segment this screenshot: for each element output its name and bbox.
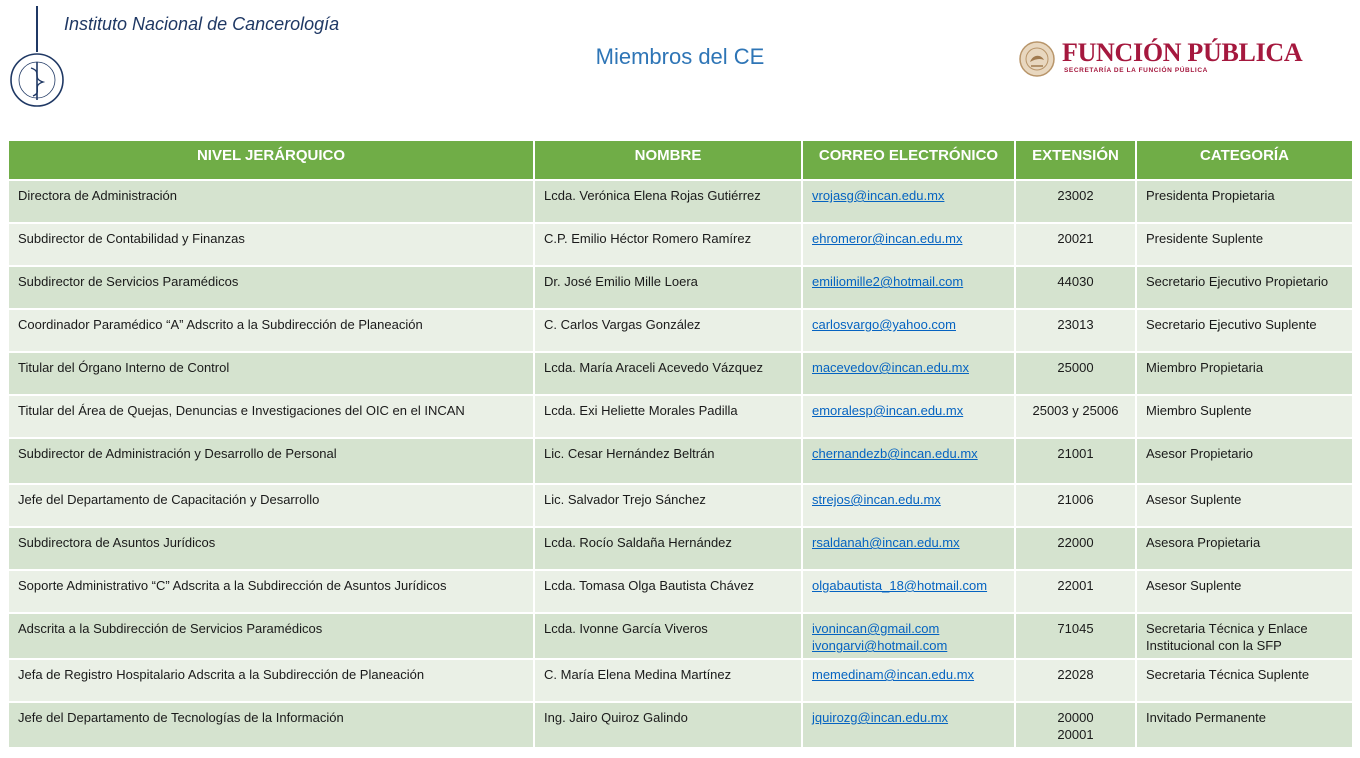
cell-categoria: Secretaria Técnica y Enlace Institucional con la SFP — [1136, 613, 1353, 659]
cell-nivel: Jefa de Registro Hospitalario Adscrita a la Subdirección de Planeación — [8, 659, 534, 702]
email-link[interactable]: rsaldanah@incan.edu.mx — [812, 535, 960, 550]
cell-categoria: Secretario Ejecutivo Suplente — [1136, 309, 1353, 352]
cell-extension: 25003 y 25006 — [1015, 395, 1136, 438]
cell-extension: 71045 — [1015, 613, 1136, 659]
cell-categoria: Asesor Suplente — [1136, 570, 1353, 613]
cell-nivel: Soporte Administrativo “C” Adscrita a la Subdirección de Asuntos Jurídicos — [8, 570, 534, 613]
table-row — [8, 702, 1353, 748]
email-link[interactable]: olgabautista_18@hotmail.com — [812, 578, 988, 593]
email-link[interactable]: ehromeror@incan.edu.mx — [812, 231, 963, 246]
email-link[interactable]: emoralesp@incan.edu.mx — [812, 403, 964, 418]
cell-nivel: Subdirectora de Asuntos Jurídicos — [8, 527, 534, 570]
cell-correo — [802, 180, 1015, 223]
cell-extension: 21001 — [1015, 438, 1136, 484]
page-title: Miembros del CE — [595, 44, 765, 69]
cell-nombre: Lic. Cesar Hernández Beltrán — [534, 438, 802, 484]
email-link[interactable]: macevedov@incan.edu.mx — [812, 360, 969, 375]
cell-categoria: Secretaria Técnica Suplente — [1136, 659, 1353, 702]
cell-nivel: Titular del Área de Quejas, Denuncias e Investigaciones del OIC en el INCAN — [8, 395, 534, 438]
cell-correo — [802, 352, 1015, 395]
cell-categoria: Miembro Suplente — [1136, 395, 1353, 438]
table-row — [8, 223, 1353, 266]
table-row — [8, 180, 1353, 223]
cell-extension: 44030 — [1015, 266, 1136, 309]
cell-nombre: Lcda. María Araceli Acevedo Vázquez — [534, 352, 802, 395]
cell-nombre: Lcda. Verónica Elena Rojas Gutiérrez — [534, 180, 802, 223]
extension-value: 20000 — [1057, 710, 1094, 725]
email-link[interactable]: memedinam@incan.edu.mx — [812, 667, 975, 682]
cell-nombre: Lcda. Ivonne García Viveros — [534, 613, 802, 659]
email-link[interactable]: strejos@incan.edu.mx — [812, 492, 941, 507]
cell-nombre: Lcda. Exi Heliette Morales Padilla — [534, 395, 802, 438]
cell-nivel: Subdirector de Contabilidad y Finanzas — [8, 223, 534, 266]
cell-correo — [802, 484, 1015, 527]
members-table — [7, 139, 1354, 749]
institution-name: Instituto Nacional de Cancerología — [64, 14, 340, 34]
cell-categoria: Asesor Propietario — [1136, 438, 1353, 484]
table-row — [8, 659, 1353, 702]
cell-correo — [802, 527, 1015, 570]
email-link[interactable]: ivonincan@gmail.com — [812, 621, 940, 636]
table-row — [8, 395, 1353, 438]
cell-nombre: Lcda. Tomasa Olga Bautista Chávez — [534, 570, 802, 613]
table-header-row — [8, 140, 1353, 180]
cell-extension: 22001 — [1015, 570, 1136, 613]
mexico-seal-icon — [1018, 40, 1056, 78]
cell-correo — [802, 702, 1015, 748]
cell-correo — [802, 570, 1015, 613]
table-row — [8, 438, 1353, 484]
cell-correo — [802, 309, 1015, 352]
cell-correo — [802, 223, 1015, 266]
cell-nivel: Directora de Administración — [8, 180, 534, 223]
cell-categoria: Invitado Permanente — [1136, 702, 1353, 748]
page-header — [0, 0, 1360, 130]
cell-extension — [1015, 702, 1136, 748]
column-header-nombre: NOMBRE — [534, 140, 802, 180]
column-header-correo: CORREO ELECTRÓNICO — [802, 140, 1015, 180]
cell-correo — [802, 395, 1015, 438]
cell-nombre: C. Carlos Vargas González — [534, 309, 802, 352]
email-link[interactable]: vrojasg@incan.edu.mx — [812, 188, 945, 203]
cell-extension: 23013 — [1015, 309, 1136, 352]
funcion-publica-subtitle: SECRETARÍA DE LA FUNCIÓN PÚBLICA — [1064, 67, 1208, 74]
cell-nombre: Lic. Salvador Trejo Sánchez — [534, 484, 802, 527]
table-row — [8, 613, 1353, 659]
email-link[interactable]: chernandezb@incan.edu.mx — [812, 446, 978, 461]
cell-nivel: Titular del Órgano Interno de Control — [8, 352, 534, 395]
cell-nombre: Lcda. Rocío Saldaña Hernández — [534, 527, 802, 570]
column-header-categoria: CATEGORÍA — [1136, 140, 1353, 180]
cell-correo — [802, 266, 1015, 309]
cell-extension: 22000 — [1015, 527, 1136, 570]
email-link[interactable]: carlosvargo@yahoo.com — [812, 317, 956, 332]
cell-nombre: Dr. José Emilio Mille Loera — [534, 266, 802, 309]
email-link[interactable]: ivongarvi@hotmail.com — [812, 638, 948, 653]
cell-categoria: Secretario Ejecutivo Propietario — [1136, 266, 1353, 309]
cell-extension: 25000 — [1015, 352, 1136, 395]
cell-correo — [802, 659, 1015, 702]
funcion-publica-wordmark: FUNCIÓN PÚBLICA — [1062, 38, 1303, 67]
table-row — [8, 527, 1353, 570]
email-link[interactable]: emiliomille2@hotmail.com — [812, 274, 964, 289]
cell-nombre: Ing. Jairo Quiroz Galindo — [534, 702, 802, 748]
column-header-extension: EXTENSIÓN — [1015, 140, 1136, 180]
cell-nivel: Jefe del Departamento de Capacitación y Desarrollo — [8, 484, 534, 527]
cell-nivel: Subdirector de Administración y Desarrollo de Personal — [8, 438, 534, 484]
column-header-nivel: NIVEL JERÁRQUICO — [8, 140, 534, 180]
cell-correo — [802, 438, 1015, 484]
cell-extension: 21006 — [1015, 484, 1136, 527]
cell-nombre: C.P. Emilio Héctor Romero Ramírez — [534, 223, 802, 266]
cell-extension: 23002 — [1015, 180, 1136, 223]
cell-nivel: Jefe del Departamento de Tecnologías de la Información — [8, 702, 534, 748]
cell-categoria: Asesor Suplente — [1136, 484, 1353, 527]
table-row — [8, 484, 1353, 527]
cell-categoria: Asesora Propietaria — [1136, 527, 1353, 570]
cell-nivel: Coordinador Paramédico “A” Adscrito a la Subdirección de Planeación — [8, 309, 534, 352]
email-link[interactable]: jquirozg@incan.edu.mx — [812, 710, 949, 725]
table-row — [8, 309, 1353, 352]
extension-value: 20001 — [1057, 727, 1094, 742]
cell-extension: 22028 — [1015, 659, 1136, 702]
cell-extension: 20021 — [1015, 223, 1136, 266]
table-row — [8, 570, 1353, 613]
cell-categoria: Presidente Suplente — [1136, 223, 1353, 266]
cell-nivel: Subdirector de Servicios Paramédicos — [8, 266, 534, 309]
cell-categoria: Presidenta Propietaria — [1136, 180, 1353, 223]
table-row — [8, 352, 1353, 395]
cell-correo — [802, 613, 1015, 659]
cell-nombre: C. María Elena Medina Martínez — [534, 659, 802, 702]
cell-nivel: Adscrita a la Subdirección de Servicios Paramédicos — [8, 613, 534, 659]
funcion-publica-logo — [1018, 38, 1338, 82]
cell-categoria: Miembro Propietaria — [1136, 352, 1353, 395]
table-row — [8, 266, 1353, 309]
